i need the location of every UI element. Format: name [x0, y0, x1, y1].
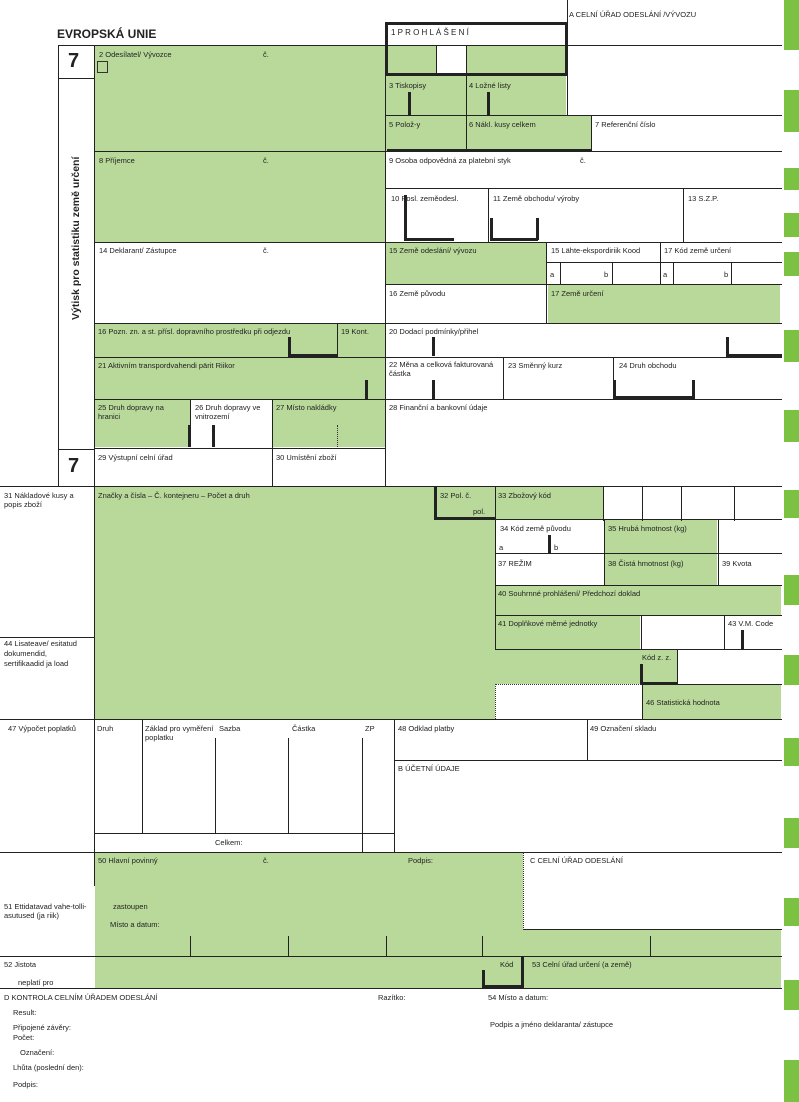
razitko-label: Razítko:: [378, 993, 406, 1002]
box-c-label: C CELNÍ ÚŘAD ODESLÁNÍ: [530, 856, 623, 865]
box-40-label: 40 Souhrnné prohlášení/ Předchozí doklad: [498, 589, 641, 598]
box-31-label: 31 Nákladové kusy a popis zboží: [4, 491, 74, 509]
kod-zz-label: Kód z. z.: [642, 653, 672, 662]
box-b-label: B ÚČETNÍ ÚDAJE: [398, 764, 460, 773]
box-15a-label: 15 Lähte-ekspordiriik Kood: [551, 246, 641, 255]
box-33-label: 33 Zbožový kód: [498, 491, 551, 500]
box-34-b: b: [554, 543, 559, 552]
box-5-label: 5 Polož-y: [389, 120, 421, 129]
box-29-label: 29 Výstupní celní úřad: [98, 453, 173, 462]
box-13-label: 13 S.Z.P.: [688, 194, 719, 203]
box-2-c: č.: [263, 50, 269, 59]
box-22-label: 22 Měna a celková fakturovaná částka: [389, 360, 494, 378]
box-39-label: 39 Kvota: [722, 559, 752, 568]
oznaceni-label: Označení:: [20, 1048, 55, 1057]
sub-a2: a: [663, 270, 668, 279]
copy-number-bottom: 7: [68, 455, 80, 477]
box-11-label: 11 Země obchodu/ výroby: [493, 194, 580, 203]
box-7-label: 7 Referenční číslo: [595, 120, 656, 129]
box-50-c: č.: [263, 856, 269, 865]
box-28-label: 28 Finanční a bankovní údaje: [389, 403, 488, 412]
col-zaklad: Základ pro vyměření poplatku: [145, 724, 214, 742]
podpis-54-label: Podpis a jméno deklaranta/ zástupce: [490, 1020, 613, 1029]
box-d-label: D KONTROLA CELNÍM ÚŘADEM ODESLÁNÍ: [4, 993, 158, 1002]
sub-b2: b: [724, 270, 729, 279]
box-32-pol: pol.: [473, 507, 486, 516]
box-37-label: 37 REŽIM: [498, 559, 532, 568]
side-label: Výtisk pro statistiku země určení: [70, 156, 82, 320]
zavery-label: Připojené závěry:: [13, 1023, 71, 1032]
box-50-label: 50 Hlavní povinný: [98, 856, 158, 865]
box-1-label: 1 P R O H L Á Š E N Í: [391, 28, 469, 37]
box-8-label: 8 Příjemce: [99, 156, 135, 165]
box-43-label: 43 V.M. Code: [728, 619, 774, 628]
box-23-label: 23 Směnný kurz: [508, 361, 563, 370]
box-52-sub: neplatí pro: [18, 978, 54, 987]
box-18-label: 16 Pozn. zn. a st. přísl. dopravního prostředku při odjezdu: [98, 327, 291, 336]
box-34-a: a: [499, 543, 504, 552]
box-32-label: 32 Pol. č.: [440, 491, 472, 500]
box-38-label: 38 Čistá hmotnost (kg): [608, 559, 684, 568]
box-31-sub: Značky a čísla – Č. kontejneru – Počet a druh: [98, 491, 250, 500]
podpis-label: Podpis:: [408, 856, 434, 865]
col-zp: ZP: [365, 724, 375, 733]
sub-a: a: [550, 270, 555, 279]
box-4-label: 4 Ložné listy: [469, 81, 511, 90]
celkem-label: Celkem:: [215, 838, 243, 847]
box-25-label: 25 Druh dopravy na hranici: [98, 403, 164, 421]
box-17a-label: 17 Kód země určení: [664, 246, 732, 255]
podpis-d-label: Podpis:: [13, 1080, 39, 1089]
box-9-label: 9 Osoba odpovědná za platební styk: [389, 156, 511, 165]
box-48-label: 48 Odklad platby: [398, 724, 455, 733]
kod-label: Kód: [500, 960, 514, 969]
box-9-c: č.: [580, 156, 586, 165]
copy-number-top: 7: [68, 50, 80, 72]
box-2-label: 2 Odesílatel/ Vývozce: [99, 50, 172, 59]
box-27-label: 27 Místo nakládky: [276, 403, 337, 412]
misto-label: Místo a datum:: [110, 920, 160, 929]
box-34-label: 34 Kód země původu: [500, 524, 571, 533]
box-49-label: 49 Označení skladu: [590, 724, 657, 733]
box-19-label: 19 Kont.: [341, 327, 369, 336]
box-44-label: 44 Lisateave/ esitatud dokumendid, sertifikaadid ja load: [4, 639, 77, 668]
box-53-label: 53 Celní úřad určení (a země): [532, 960, 632, 969]
box-16-label: 16 Země původu: [389, 289, 446, 298]
box-41-label: 41 Doplňkové měrné jednotky: [498, 619, 598, 628]
page-title: EVROPSKÁ UNIE: [57, 27, 157, 41]
lhuta-label: Lhůta (poslední den):: [13, 1063, 84, 1072]
box-26-label: 26 Druh dopravy ve vnitrozemí: [195, 403, 261, 421]
box-3-label: 3 Tiskopisy: [389, 81, 427, 90]
box-47-label: 47 Výpočet poplatků: [8, 724, 76, 733]
col-castka: Částka: [292, 724, 316, 733]
box-35-label: 35 Hrubá hmotnost (kg): [608, 524, 687, 533]
box-14-c: č.: [263, 246, 269, 255]
pocet-label: Počet:: [13, 1033, 35, 1042]
box-17-label: 17 Země určení: [551, 289, 604, 298]
box-21-label: 21 Aktivním transpordvahendi pärit Riikor: [98, 361, 235, 370]
box-6-label: 6 Nákl. kusy celkem: [469, 120, 536, 129]
zastoupen-label: zastoupen: [113, 902, 148, 911]
box-24-label: 24 Druh obchodu: [619, 361, 677, 370]
box-46-label: 46 Statistická hodnota: [646, 698, 720, 707]
col-sazba: Sazba: [219, 724, 241, 733]
box-51-label: 51 Ettidatavad vahe-tolli-asutused (ja riik): [4, 902, 87, 920]
box-10-label: 10 Posl. zeměodesl.: [391, 194, 459, 203]
sub-b: b: [604, 270, 609, 279]
result-label: Result:: [13, 1008, 37, 1017]
box-14-label: 14 Deklarant/ Zástupce: [99, 246, 177, 255]
box-30-label: 30 Umístění zboží: [276, 453, 337, 462]
checkbox[interactable]: [97, 61, 108, 73]
box-a-label: A CELNÍ ÚŘAD ODESLÁNÍ /VÝVOZU: [569, 10, 697, 19]
col-druh: Druh: [97, 724, 114, 733]
box-54-label: 54 Místo a datum:: [488, 993, 549, 1002]
box-20-label: 20 Dodací podmínky/přihel: [389, 327, 479, 336]
box-8-c: č.: [263, 156, 269, 165]
box-15-label: 15 Země odeslání/ vývozu: [389, 246, 477, 255]
box-52-label: 52 Jistota: [4, 960, 37, 969]
